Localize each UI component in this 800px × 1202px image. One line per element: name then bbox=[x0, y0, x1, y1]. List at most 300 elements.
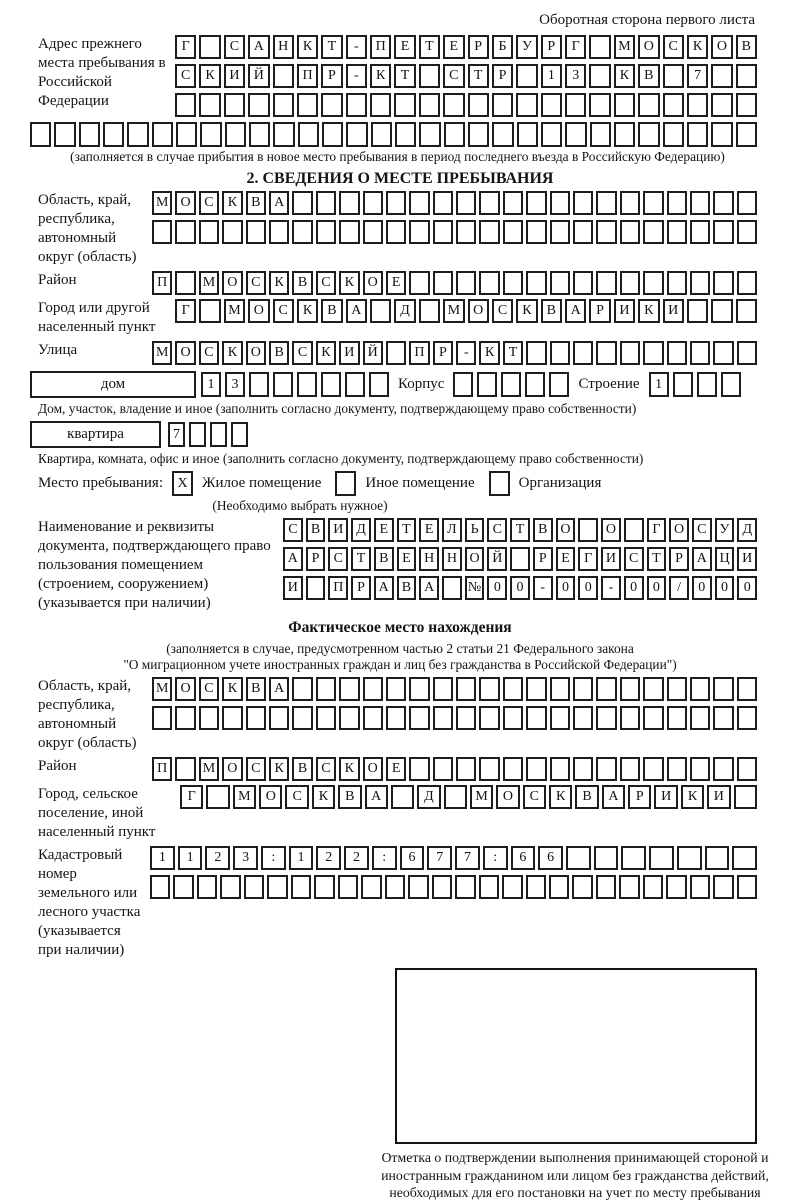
char-box[interactable]: О bbox=[465, 547, 485, 571]
char-box[interactable] bbox=[314, 875, 334, 899]
char-box[interactable] bbox=[690, 341, 710, 365]
char-box[interactable] bbox=[246, 706, 266, 730]
char-box[interactable]: О bbox=[259, 785, 282, 809]
char-box[interactable] bbox=[690, 875, 710, 899]
char-box[interactable]: Р bbox=[589, 299, 610, 323]
char-box[interactable] bbox=[624, 518, 644, 542]
char-box[interactable] bbox=[409, 220, 429, 244]
char-box[interactable]: 0 bbox=[556, 576, 576, 600]
char-box[interactable] bbox=[432, 875, 452, 899]
char-box[interactable]: Н bbox=[419, 547, 439, 571]
char-box[interactable]: П bbox=[328, 576, 348, 600]
char-box[interactable] bbox=[419, 64, 440, 88]
char-box[interactable] bbox=[79, 122, 100, 147]
char-box[interactable] bbox=[687, 122, 708, 147]
char-box[interactable]: К bbox=[370, 64, 391, 88]
char-box[interactable] bbox=[713, 677, 733, 701]
char-box[interactable]: О bbox=[638, 35, 659, 59]
char-box[interactable]: 6 bbox=[511, 846, 536, 870]
char-box[interactable] bbox=[339, 677, 359, 701]
char-box[interactable] bbox=[643, 757, 663, 781]
char-box[interactable]: К bbox=[269, 271, 289, 295]
char-box[interactable]: - bbox=[346, 64, 367, 88]
char-box[interactable] bbox=[737, 191, 757, 215]
char-box[interactable] bbox=[526, 757, 546, 781]
char-box[interactable]: О bbox=[601, 518, 621, 542]
char-box[interactable] bbox=[690, 677, 710, 701]
char-box[interactable] bbox=[503, 220, 523, 244]
char-box[interactable]: Р bbox=[351, 576, 371, 600]
char-box[interactable] bbox=[711, 64, 732, 88]
char-box[interactable] bbox=[667, 191, 687, 215]
char-box[interactable] bbox=[690, 706, 710, 730]
char-box[interactable] bbox=[711, 299, 732, 323]
char-box[interactable] bbox=[649, 846, 674, 870]
char-box[interactable]: 0 bbox=[510, 576, 530, 600]
char-box[interactable] bbox=[479, 757, 499, 781]
char-box[interactable] bbox=[573, 220, 593, 244]
char-box[interactable]: П bbox=[297, 64, 318, 88]
char-box[interactable]: А bbox=[269, 677, 289, 701]
char-box[interactable]: К bbox=[638, 299, 659, 323]
char-box[interactable]: А bbox=[269, 191, 289, 215]
char-box[interactable] bbox=[456, 757, 476, 781]
char-box[interactable] bbox=[526, 341, 546, 365]
char-box[interactable] bbox=[103, 122, 124, 147]
char-box[interactable]: А bbox=[565, 299, 586, 323]
char-box[interactable]: 7 bbox=[427, 846, 452, 870]
char-box[interactable]: О bbox=[711, 35, 732, 59]
char-box[interactable] bbox=[346, 122, 367, 147]
char-box[interactable]: Р bbox=[628, 785, 651, 809]
char-box[interactable] bbox=[152, 122, 173, 147]
char-box[interactable] bbox=[596, 706, 616, 730]
char-box[interactable] bbox=[737, 341, 757, 365]
char-box[interactable] bbox=[395, 122, 416, 147]
char-box[interactable]: : bbox=[483, 846, 508, 870]
char-box[interactable]: Е bbox=[443, 35, 464, 59]
char-box[interactable] bbox=[643, 875, 663, 899]
char-box[interactable]: Е bbox=[386, 271, 406, 295]
char-box[interactable] bbox=[479, 271, 499, 295]
char-box[interactable] bbox=[666, 875, 686, 899]
char-box[interactable] bbox=[711, 93, 732, 117]
char-box[interactable]: К bbox=[614, 64, 635, 88]
char-box[interactable] bbox=[667, 677, 687, 701]
char-box[interactable]: И bbox=[601, 547, 621, 571]
char-box[interactable]: В bbox=[246, 677, 266, 701]
char-box[interactable]: А bbox=[365, 785, 388, 809]
char-box[interactable]: 0 bbox=[647, 576, 667, 600]
char-box[interactable] bbox=[206, 785, 229, 809]
char-box[interactable]: С bbox=[492, 299, 513, 323]
char-box[interactable] bbox=[501, 372, 521, 397]
char-box[interactable] bbox=[596, 191, 616, 215]
char-box[interactable] bbox=[339, 191, 359, 215]
char-box[interactable]: К bbox=[316, 341, 336, 365]
char-box[interactable] bbox=[596, 271, 616, 295]
char-box[interactable] bbox=[455, 875, 475, 899]
char-box[interactable] bbox=[273, 122, 294, 147]
char-box[interactable] bbox=[503, 757, 523, 781]
char-box[interactable]: П bbox=[409, 341, 429, 365]
char-box[interactable] bbox=[321, 372, 341, 397]
char-box[interactable] bbox=[643, 271, 663, 295]
char-box[interactable] bbox=[197, 875, 217, 899]
char-box[interactable] bbox=[619, 875, 639, 899]
char-box[interactable] bbox=[363, 220, 383, 244]
char-box[interactable]: И bbox=[283, 576, 303, 600]
char-box[interactable]: О bbox=[363, 757, 383, 781]
char-box[interactable] bbox=[306, 576, 326, 600]
char-box[interactable] bbox=[737, 220, 757, 244]
char-box[interactable]: Е bbox=[386, 757, 406, 781]
char-box[interactable]: 1 bbox=[541, 64, 562, 88]
char-box[interactable] bbox=[173, 875, 193, 899]
char-box[interactable] bbox=[643, 341, 663, 365]
char-box[interactable]: М bbox=[443, 299, 464, 323]
char-box[interactable] bbox=[175, 706, 195, 730]
char-box[interactable]: В bbox=[269, 341, 289, 365]
char-box[interactable] bbox=[663, 93, 684, 117]
char-box[interactable] bbox=[199, 93, 220, 117]
char-box[interactable] bbox=[292, 220, 312, 244]
char-box[interactable]: О bbox=[556, 518, 576, 542]
char-box[interactable] bbox=[573, 191, 593, 215]
char-box[interactable] bbox=[737, 757, 757, 781]
char-box[interactable] bbox=[541, 122, 562, 147]
char-box[interactable]: Р bbox=[433, 341, 453, 365]
char-box[interactable]: Г bbox=[647, 518, 667, 542]
char-box[interactable] bbox=[737, 677, 757, 701]
char-box[interactable] bbox=[479, 875, 499, 899]
char-box[interactable]: К bbox=[687, 35, 708, 59]
char-box[interactable] bbox=[711, 122, 732, 147]
char-box[interactable] bbox=[249, 372, 269, 397]
char-box[interactable] bbox=[550, 757, 570, 781]
char-box[interactable]: К bbox=[339, 757, 359, 781]
char-box[interactable] bbox=[220, 875, 240, 899]
char-box[interactable]: К bbox=[222, 191, 242, 215]
char-box[interactable]: Г bbox=[175, 35, 196, 59]
char-box[interactable] bbox=[517, 122, 538, 147]
char-box[interactable] bbox=[736, 64, 757, 88]
house-type-box[interactable]: дом bbox=[30, 371, 196, 398]
char-box[interactable] bbox=[550, 220, 570, 244]
char-box[interactable] bbox=[444, 122, 465, 147]
char-box[interactable] bbox=[713, 706, 733, 730]
char-box[interactable]: 7 bbox=[168, 422, 185, 447]
char-box[interactable] bbox=[573, 341, 593, 365]
char-box[interactable] bbox=[713, 341, 733, 365]
char-box[interactable]: К bbox=[222, 677, 242, 701]
char-box[interactable] bbox=[687, 299, 708, 323]
char-box[interactable] bbox=[573, 677, 593, 701]
char-box[interactable] bbox=[394, 93, 415, 117]
char-box[interactable] bbox=[269, 220, 289, 244]
char-box[interactable]: В bbox=[397, 576, 417, 600]
char-box[interactable]: Ь bbox=[465, 518, 485, 542]
char-box[interactable] bbox=[566, 846, 591, 870]
char-box[interactable]: В bbox=[541, 299, 562, 323]
char-box[interactable]: В bbox=[246, 191, 266, 215]
char-box[interactable]: Ц bbox=[715, 547, 735, 571]
char-box[interactable] bbox=[721, 372, 741, 397]
char-box[interactable] bbox=[189, 422, 206, 447]
char-box[interactable] bbox=[643, 677, 663, 701]
char-box[interactable]: С bbox=[199, 677, 219, 701]
char-box[interactable]: С bbox=[199, 341, 219, 365]
char-box[interactable] bbox=[200, 122, 221, 147]
char-box[interactable] bbox=[614, 93, 635, 117]
char-box[interactable]: К bbox=[479, 341, 499, 365]
char-box[interactable]: 0 bbox=[715, 576, 735, 600]
char-box[interactable]: Т bbox=[503, 341, 523, 365]
char-box[interactable] bbox=[370, 93, 391, 117]
char-box[interactable] bbox=[386, 220, 406, 244]
char-box[interactable]: О bbox=[363, 271, 383, 295]
char-box[interactable] bbox=[433, 677, 453, 701]
char-box[interactable] bbox=[643, 706, 663, 730]
char-box[interactable] bbox=[199, 35, 220, 59]
char-box[interactable] bbox=[572, 875, 592, 899]
char-box[interactable] bbox=[468, 93, 489, 117]
char-box[interactable]: Т bbox=[351, 547, 371, 571]
char-box[interactable] bbox=[667, 220, 687, 244]
char-box[interactable]: О bbox=[175, 677, 195, 701]
char-box[interactable] bbox=[578, 518, 598, 542]
char-box[interactable] bbox=[737, 271, 757, 295]
char-box[interactable] bbox=[248, 93, 269, 117]
char-box[interactable] bbox=[175, 271, 195, 295]
char-box[interactable] bbox=[667, 341, 687, 365]
char-box[interactable]: / bbox=[669, 576, 689, 600]
char-box[interactable] bbox=[298, 122, 319, 147]
char-box[interactable] bbox=[479, 706, 499, 730]
char-box[interactable] bbox=[516, 64, 537, 88]
char-box[interactable]: Е bbox=[556, 547, 576, 571]
char-box[interactable]: Т bbox=[468, 64, 489, 88]
char-box[interactable]: Е bbox=[374, 518, 394, 542]
char-box[interactable]: М bbox=[152, 341, 172, 365]
char-box[interactable]: Й bbox=[487, 547, 507, 571]
char-box[interactable] bbox=[345, 372, 365, 397]
char-box[interactable]: Р bbox=[468, 35, 489, 59]
char-box[interactable] bbox=[442, 576, 462, 600]
char-box[interactable] bbox=[590, 122, 611, 147]
char-box[interactable]: М bbox=[152, 677, 172, 701]
char-box[interactable] bbox=[409, 757, 429, 781]
char-box[interactable] bbox=[385, 875, 405, 899]
char-box[interactable]: С bbox=[285, 785, 308, 809]
char-box[interactable]: 6 bbox=[538, 846, 563, 870]
char-box[interactable] bbox=[690, 220, 710, 244]
char-box[interactable] bbox=[643, 191, 663, 215]
char-box[interactable]: Т bbox=[419, 35, 440, 59]
char-box[interactable] bbox=[444, 785, 467, 809]
char-box[interactable] bbox=[225, 122, 246, 147]
char-box[interactable]: Р bbox=[321, 64, 342, 88]
char-box[interactable]: С bbox=[273, 299, 294, 323]
char-box[interactable]: А bbox=[248, 35, 269, 59]
char-box[interactable] bbox=[677, 846, 702, 870]
char-box[interactable]: И bbox=[614, 299, 635, 323]
char-box[interactable] bbox=[409, 191, 429, 215]
char-box[interactable] bbox=[456, 191, 476, 215]
char-box[interactable] bbox=[273, 93, 294, 117]
char-box[interactable]: О bbox=[246, 341, 266, 365]
char-box[interactable] bbox=[199, 220, 219, 244]
char-box[interactable]: О bbox=[175, 341, 195, 365]
char-box[interactable]: Й bbox=[363, 341, 383, 365]
char-box[interactable]: 7 bbox=[455, 846, 480, 870]
char-box[interactable]: К bbox=[339, 271, 359, 295]
char-box[interactable] bbox=[338, 875, 358, 899]
char-box[interactable]: В bbox=[338, 785, 361, 809]
char-box[interactable]: С bbox=[283, 518, 303, 542]
char-box[interactable] bbox=[54, 122, 75, 147]
char-box[interactable] bbox=[479, 677, 499, 701]
char-box[interactable]: 1 bbox=[649, 372, 669, 397]
char-box[interactable]: У bbox=[516, 35, 537, 59]
char-box[interactable] bbox=[614, 122, 635, 147]
char-box[interactable] bbox=[409, 677, 429, 701]
char-box[interactable] bbox=[503, 677, 523, 701]
char-box[interactable]: О bbox=[468, 299, 489, 323]
char-box[interactable] bbox=[175, 757, 195, 781]
char-box[interactable] bbox=[433, 706, 453, 730]
char-box[interactable]: О bbox=[669, 518, 689, 542]
char-box[interactable]: У bbox=[715, 518, 735, 542]
char-box[interactable] bbox=[468, 122, 489, 147]
char-box[interactable] bbox=[433, 191, 453, 215]
char-box[interactable] bbox=[620, 220, 640, 244]
char-box[interactable]: Б bbox=[492, 35, 513, 59]
char-box[interactable] bbox=[408, 875, 428, 899]
char-box[interactable] bbox=[621, 846, 646, 870]
char-box[interactable] bbox=[391, 785, 414, 809]
char-box[interactable] bbox=[667, 271, 687, 295]
char-box[interactable] bbox=[690, 191, 710, 215]
char-box[interactable] bbox=[713, 191, 733, 215]
char-box[interactable] bbox=[526, 220, 546, 244]
char-box[interactable] bbox=[673, 372, 693, 397]
char-box[interactable]: С bbox=[292, 341, 312, 365]
char-box[interactable] bbox=[371, 122, 392, 147]
char-box[interactable]: О bbox=[496, 785, 519, 809]
char-box[interactable] bbox=[526, 191, 546, 215]
char-box[interactable]: Л bbox=[442, 518, 462, 542]
char-box[interactable] bbox=[369, 372, 389, 397]
char-box[interactable]: Т bbox=[397, 518, 417, 542]
char-box[interactable]: С bbox=[224, 35, 245, 59]
char-box[interactable]: К bbox=[549, 785, 572, 809]
char-box[interactable] bbox=[503, 706, 523, 730]
char-box[interactable]: 0 bbox=[737, 576, 757, 600]
char-box[interactable]: 1 bbox=[178, 846, 203, 870]
char-box[interactable] bbox=[589, 35, 610, 59]
char-box[interactable] bbox=[222, 220, 242, 244]
char-box[interactable] bbox=[321, 93, 342, 117]
checkbox-inoe[interactable] bbox=[335, 471, 356, 496]
char-box[interactable] bbox=[510, 547, 530, 571]
char-box[interactable]: - bbox=[601, 576, 621, 600]
char-box[interactable]: С bbox=[523, 785, 546, 809]
char-box[interactable]: С bbox=[246, 271, 266, 295]
char-box[interactable]: Р bbox=[492, 64, 513, 88]
char-box[interactable] bbox=[492, 122, 513, 147]
char-box[interactable]: 3 bbox=[225, 372, 245, 397]
char-box[interactable] bbox=[244, 875, 264, 899]
char-box[interactable] bbox=[199, 299, 220, 323]
char-box[interactable]: Г bbox=[565, 35, 586, 59]
char-box[interactable] bbox=[346, 93, 367, 117]
char-box[interactable] bbox=[565, 122, 586, 147]
char-box[interactable]: 1 bbox=[150, 846, 175, 870]
char-box[interactable] bbox=[222, 706, 242, 730]
char-box[interactable] bbox=[526, 875, 546, 899]
char-box[interactable] bbox=[596, 341, 616, 365]
char-box[interactable] bbox=[736, 122, 757, 147]
char-box[interactable] bbox=[734, 785, 757, 809]
char-box[interactable] bbox=[339, 706, 359, 730]
char-box[interactable]: С bbox=[663, 35, 684, 59]
char-box[interactable] bbox=[687, 93, 708, 117]
char-box[interactable]: - bbox=[346, 35, 367, 59]
char-box[interactable]: : bbox=[261, 846, 286, 870]
char-box[interactable] bbox=[550, 677, 570, 701]
char-box[interactable] bbox=[638, 122, 659, 147]
char-box[interactable]: С bbox=[328, 547, 348, 571]
char-box[interactable] bbox=[386, 677, 406, 701]
char-box[interactable]: П bbox=[370, 35, 391, 59]
char-box[interactable]: И bbox=[339, 341, 359, 365]
char-box[interactable] bbox=[409, 271, 429, 295]
char-box[interactable]: К bbox=[312, 785, 335, 809]
char-box[interactable]: В bbox=[306, 518, 326, 542]
char-box[interactable] bbox=[433, 271, 453, 295]
char-box[interactable]: Й bbox=[248, 64, 269, 88]
char-box[interactable] bbox=[663, 122, 684, 147]
char-box[interactable] bbox=[713, 757, 733, 781]
char-box[interactable]: № bbox=[465, 576, 485, 600]
char-box[interactable] bbox=[370, 299, 391, 323]
char-box[interactable]: 0 bbox=[624, 576, 644, 600]
char-box[interactable] bbox=[492, 93, 513, 117]
char-box[interactable]: Р bbox=[541, 35, 562, 59]
char-box[interactable]: К bbox=[297, 299, 318, 323]
char-box[interactable]: - bbox=[533, 576, 553, 600]
char-box[interactable]: Д bbox=[737, 518, 757, 542]
char-box[interactable]: В bbox=[575, 785, 598, 809]
char-box[interactable] bbox=[697, 372, 717, 397]
char-box[interactable]: 3 bbox=[233, 846, 258, 870]
char-box[interactable] bbox=[297, 372, 317, 397]
char-box[interactable]: 0 bbox=[692, 576, 712, 600]
char-box[interactable] bbox=[199, 706, 219, 730]
char-box[interactable] bbox=[565, 93, 586, 117]
char-box[interactable] bbox=[503, 271, 523, 295]
char-box[interactable] bbox=[594, 846, 619, 870]
char-box[interactable] bbox=[419, 122, 440, 147]
char-box[interactable] bbox=[550, 706, 570, 730]
char-box[interactable]: С bbox=[175, 64, 196, 88]
char-box[interactable] bbox=[316, 191, 336, 215]
char-box[interactable] bbox=[152, 706, 172, 730]
char-box[interactable]: Г bbox=[175, 299, 196, 323]
char-box[interactable] bbox=[292, 191, 312, 215]
char-box[interactable]: П bbox=[152, 757, 172, 781]
